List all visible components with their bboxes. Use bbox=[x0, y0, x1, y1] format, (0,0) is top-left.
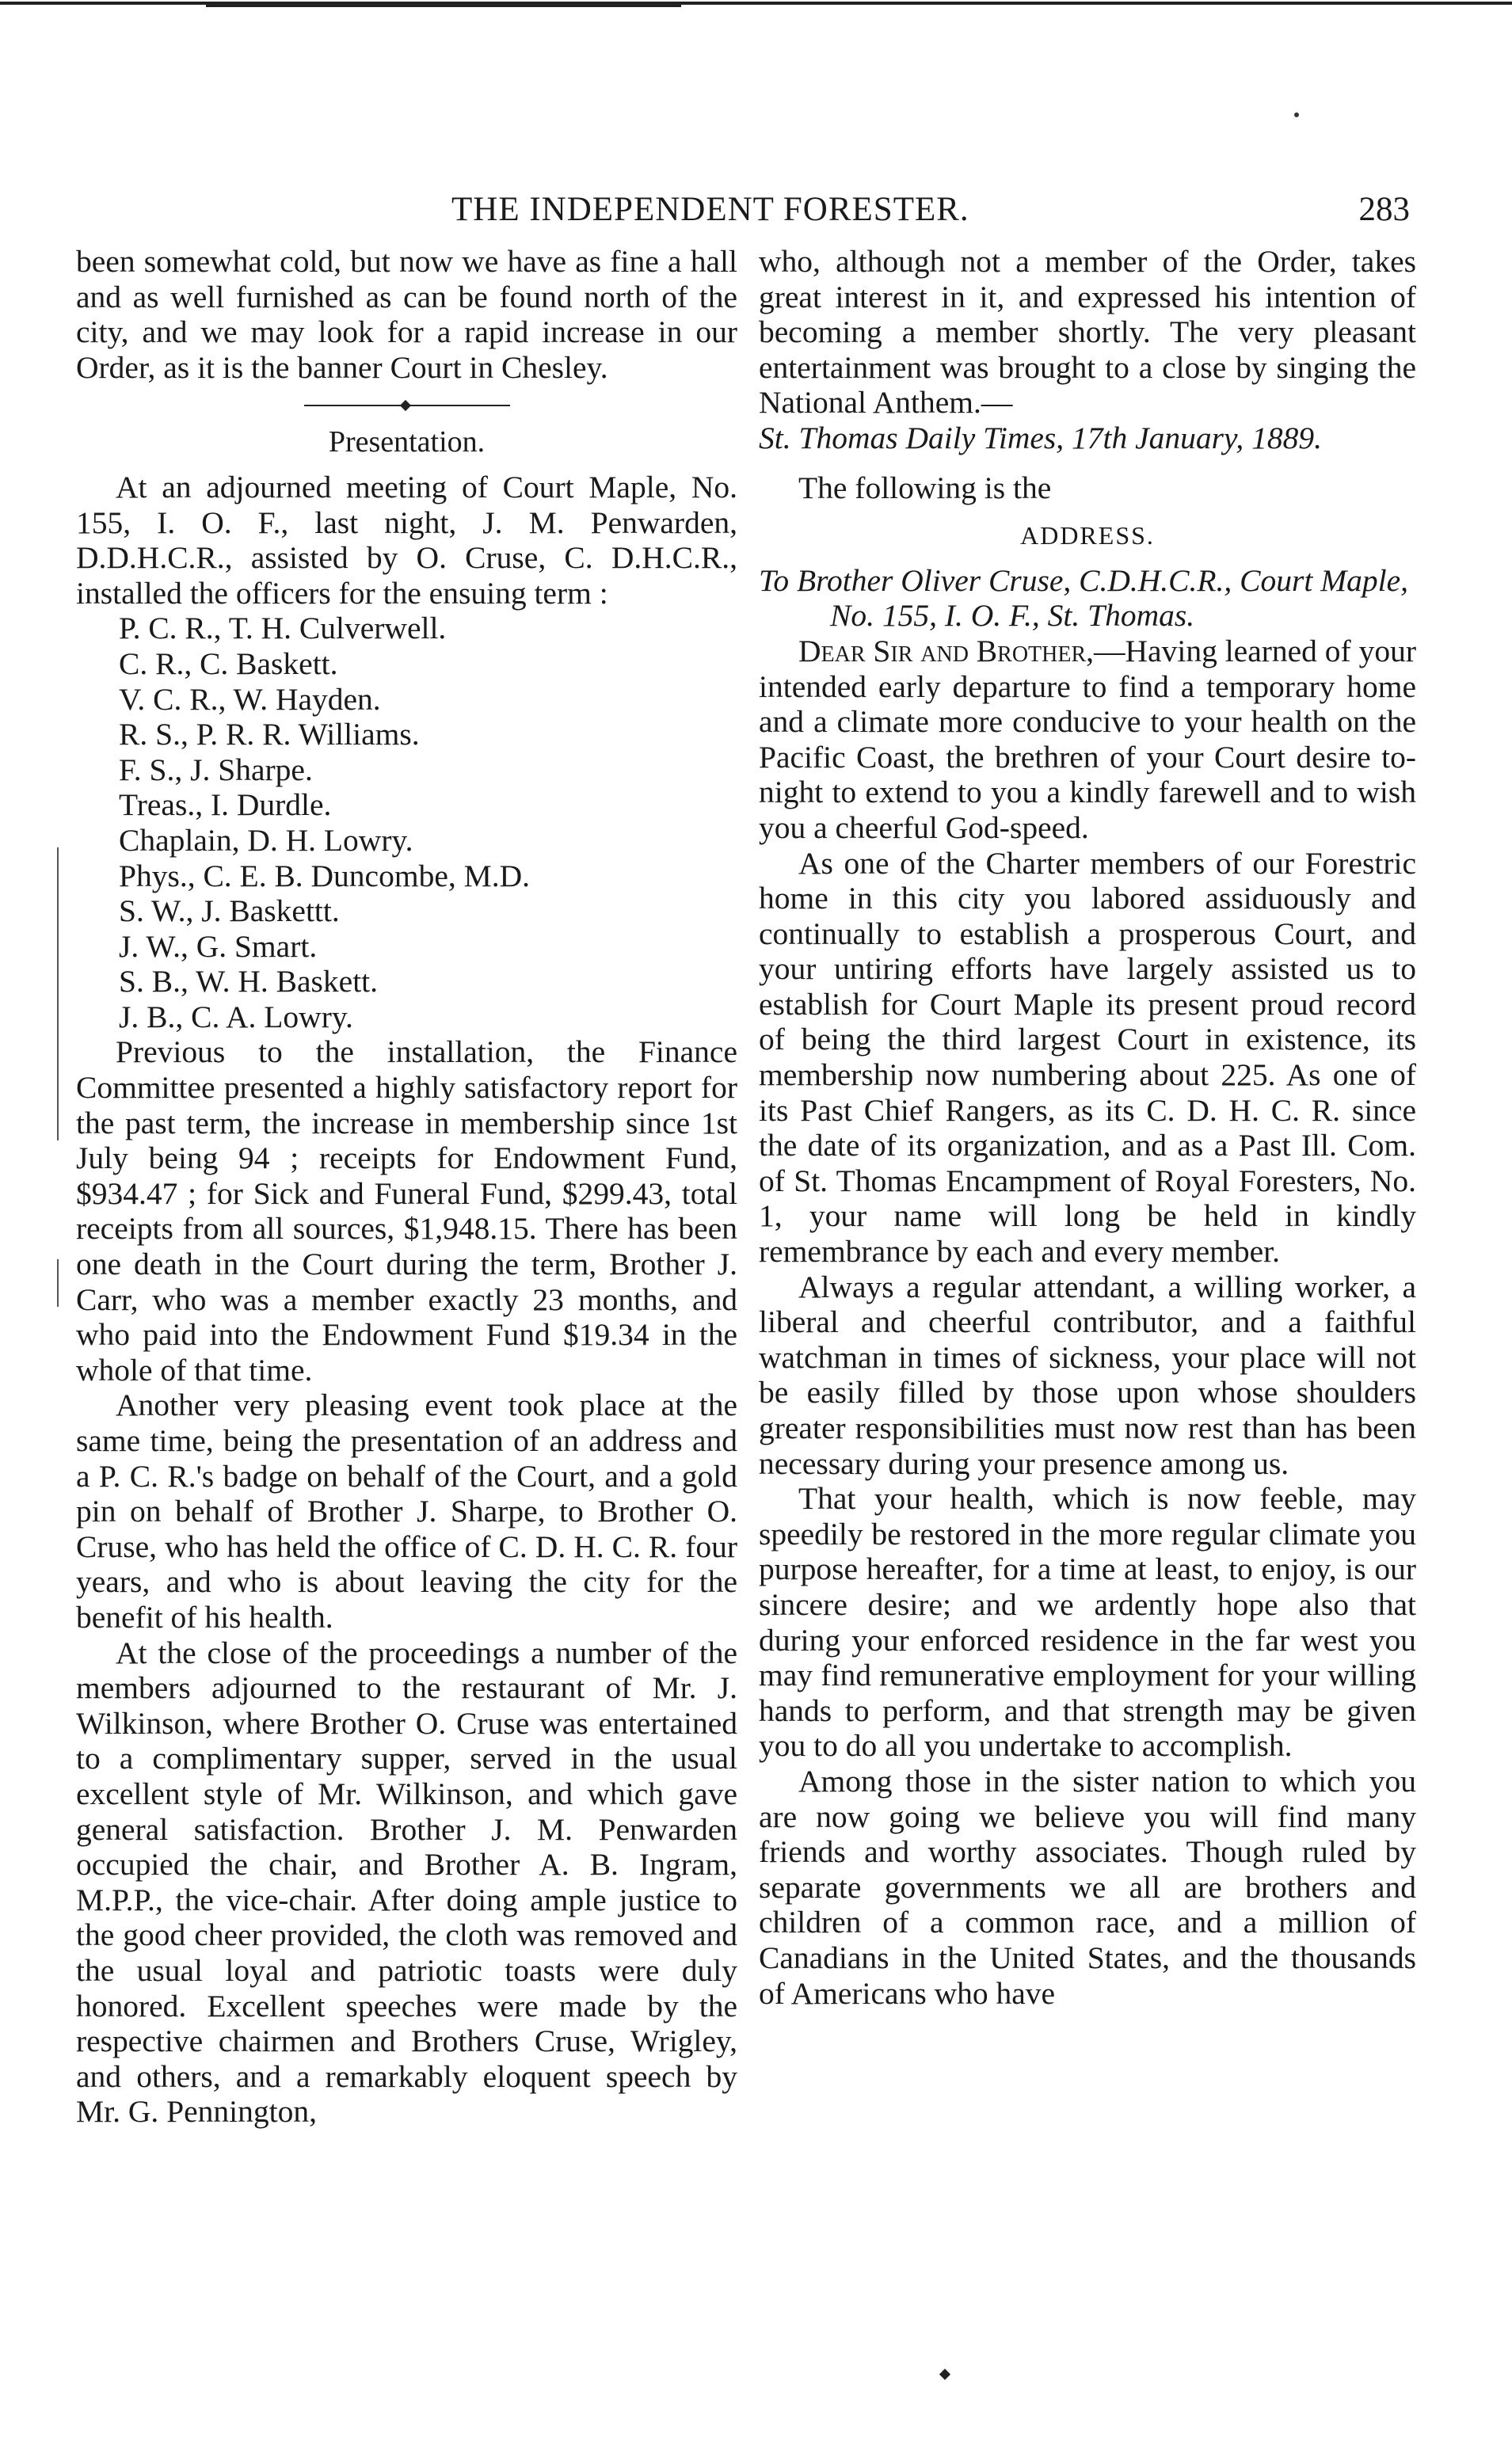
officer-entry: Chaplain, D. H. Lowry. bbox=[119, 822, 413, 858]
divider-ornament bbox=[399, 400, 410, 411]
officer-entry: C. R., C. Baskett. bbox=[119, 645, 338, 681]
dear-sir-greeting: Dear Sir and Brother, bbox=[798, 633, 1095, 668]
address-opening-text: —Having learned of your intended early departure to find a temporary home and a climate more conducive to your health on the Pacific Coast, the brethren of your Court desire to-night to extend to you a kindly farewell and to wish you a cheerful God-speed. bbox=[759, 633, 1416, 845]
officer-entry: R. S., P. R. R. Williams. bbox=[119, 717, 420, 752]
left-intro-paragraph: been somewhat cold, but now we have as fine a hall and as well furnished as can be found north of the city, and we may look for a rapid increase in our Order, as it is the banner Court in Chesley. bbox=[76, 244, 737, 385]
margin-mark bbox=[57, 1259, 59, 1307]
officer-entry: S. W., J. Baskettt. bbox=[119, 893, 340, 929]
officer-entry: J. B., C. A. Lowry. bbox=[119, 999, 353, 1034]
right-column bbox=[759, 244, 1416, 2011]
meeting-paragraph: At an adjourned meeting of Court Maple, No. 155, I. O. F., last night, J. M. Penwarden, D.D.H.C.R., assisted by O. Cruse, C. D.H.C.R., installed the officers for the ensuing term : bbox=[76, 469, 737, 611]
footer-ornament bbox=[939, 2369, 950, 2380]
running-header bbox=[79, 190, 1410, 238]
officer-entry: J. W., G. Smart. bbox=[119, 928, 318, 964]
following-line: The following is the bbox=[798, 470, 1052, 505]
finance-paragraph: Previous to the installation, the Finance Committee presented a highly satisfactory report for the past term, the increase in membership since 1st July being 94 ; receipts for Endowment Fund, $934.47 ; for Sick and Funeral Fund, $299.43, total receipts from all sources, $1,948.15. There has been one death in the Court during the term, Brother J. Carr, who was a member exactly 23 months, and who paid into the Endowment Fund $19.34 in the whole of that time. bbox=[76, 1034, 737, 1388]
attendant-paragraph: Always a regular attendant, a willing worker, a liberal and cheerful contributor, and a faithful watchman in times of sickness, your place will not be easily filled by those upon whose shoulders greater responsibilities must now rest than has been necessary during your presence among us. bbox=[759, 1269, 1416, 1481]
page-number: 283 bbox=[1358, 191, 1410, 228]
officer-entry: V. C. R., W. Hayden. bbox=[119, 681, 381, 717]
speck-mark bbox=[1294, 112, 1299, 117]
charter-member-paragraph: As one of the Charter members of our Forestric home in this city you labored assiduously and continually to establish a prosperous Court, and your untiring efforts have largely assisted us to establish for Court Maple its present proud record of being the third largest Court in existence, its membership now numbering about 225. As one of its Past Chief Rangers, as its C. D. H. C. R. since the date of its organization, and as a Past Ill. Com. of St. Thomas Encampment of Royal Foresters, No. 1, your name will long be held in kindly remembrance by each and every member. bbox=[759, 845, 1416, 1270]
journal-title: THE INDEPENDENT FORESTER. bbox=[451, 191, 969, 228]
officers-list bbox=[76, 611, 737, 1034]
top-rule-line-thick bbox=[206, 5, 681, 7]
address-salutation: To Brother Oliver Cruse, C.D.H.C.R., Court Maple, No. 155, I. O. F., St. Thomas. bbox=[759, 562, 1409, 634]
health-paragraph: That your health, which is now feeble, may speedily be restored in the more regular climate you purpose hereafter, for a time at least, to enjoy, is our sincere desire; and we ardently hope also that during your enforced residence in the far west you may find remunerative employment for your willing hands to perform, and that strength may be given you to do all you undertake to accomplish. bbox=[759, 1481, 1416, 1764]
margin-mark bbox=[57, 847, 59, 1140]
source-citation: St. Thomas Daily Times, 17th January, 1889. bbox=[759, 420, 1323, 455]
officer-entry: Treas., I. Durdle. bbox=[119, 787, 332, 823]
top-border-rule bbox=[0, 0, 1512, 8]
section-divider bbox=[304, 401, 510, 409]
supper-paragraph: At the close of the proceedings a number of the members adjourned to the restaurant of Mr. J. Wilkinson, where Brother O. Cruse was entertained to a complimentary supper, served in the usual excellent style of Mr. Wilkinson, and which gave general satisfaction. Brother J. M. Penwarden occupied the chair, and Brother A. B. Ingram, M.P.P., the vice-chair. After doing ample justice to the good cheer provided, the cloth was removed and the usual loyal and patriotic toasts were duly honored. Excellent speeches were made by the respective chairmen and Brothers Cruse, Wrigley, and others, and a remarkably eloquent speech by Mr. G. Pennington, bbox=[76, 1635, 737, 2130]
address-opening-paragraph bbox=[759, 634, 1416, 846]
sister-nation-paragraph: Among those in the sister nation to which you are now going we believe you will find many friends and worthy associates. Though ruled by separate governments we all are brothers and children of a common race, and a million of Canadians in the United States, and the thousands of Americans who have bbox=[759, 1763, 1416, 2011]
officer-entry: F. S., J. Sharpe. bbox=[119, 752, 313, 787]
address-heading: ADDRESS. bbox=[1020, 521, 1155, 550]
presentation-paragraph: Another very pleasing event took place at the same time, being the presentation of an address and a P. C. R.'s badge on behalf of the Court, and a gold pin on behalf of Brother J. Sharpe, to Brother O. Cruse, who has held the office of C. D. H. C. R. four years, and who is about leaving the city for the benefit of his health. bbox=[76, 1388, 737, 1635]
officer-entry: S. B., W. H. Baskett. bbox=[119, 964, 379, 999]
left-column bbox=[76, 244, 737, 2130]
right-intro-paragraph: who, although not a member of the Order, takes great interest in it, and expressed his intention of becoming a member shortly. The very pleasant entertainment was brought to a close by singing the National Anthem.— bbox=[759, 244, 1416, 421]
officer-entry: Phys., C. E. B. Duncombe, M.D. bbox=[119, 858, 530, 893]
officer-entry: P. C. R., T. H. Culverwell. bbox=[119, 611, 447, 646]
section-heading: Presentation. bbox=[328, 425, 486, 459]
